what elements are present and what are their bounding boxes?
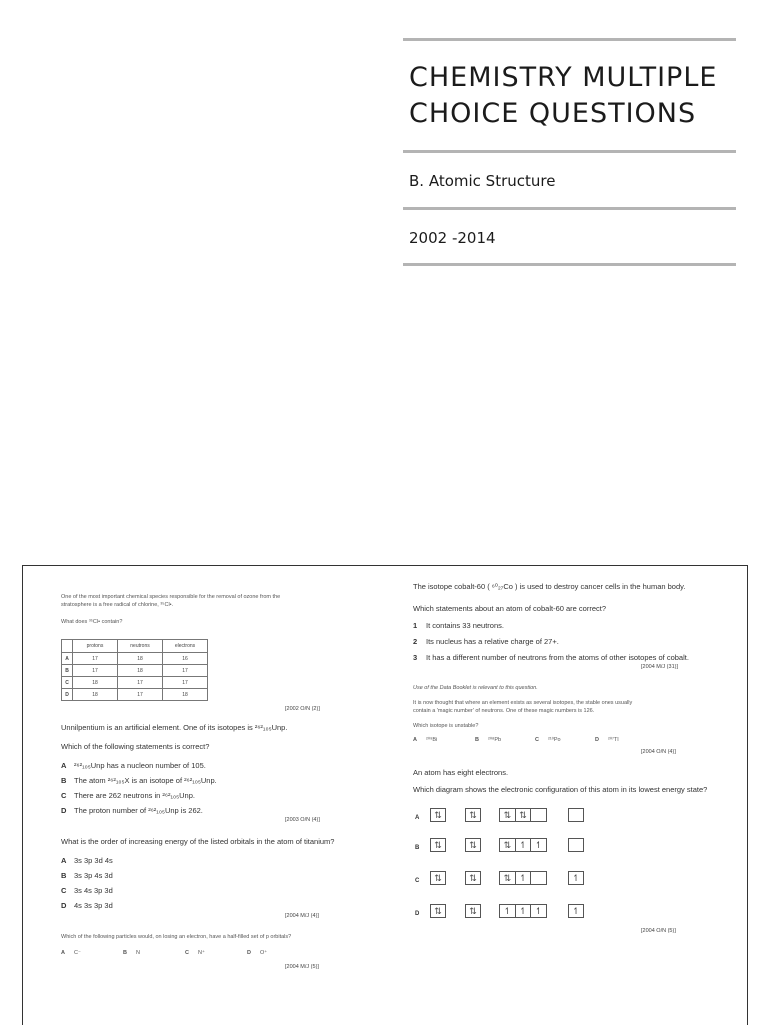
q1-reference: [2002 O/N (2)] <box>285 706 320 712</box>
option-key: B <box>61 871 67 880</box>
q4-option-d <box>247 950 267 957</box>
q3-option-d <box>61 901 113 910</box>
q4-reference: [2004 M/J (5)] <box>285 964 319 970</box>
q7-row-c-key: C <box>415 878 420 884</box>
q7-row-a-key: A <box>415 815 420 821</box>
q2-option-b <box>61 776 217 785</box>
orbital: ↿ <box>500 905 516 917</box>
option-text: C⁻ <box>74 950 81 956</box>
option-key: C <box>61 886 67 895</box>
q7-row-a-3s <box>568 808 584 822</box>
statement-key: 2 <box>413 637 418 646</box>
q1-cell: 18 <box>73 677 118 689</box>
option-text: ²⁰⁸Pb <box>488 737 502 743</box>
option-key: C <box>185 950 189 956</box>
q1-cell: 17 <box>118 677 163 689</box>
q7-stem: An atom has eight electrons. <box>413 768 509 777</box>
option-key: B <box>61 776 67 785</box>
q1-header-neutrons: neutrons <box>118 640 163 653</box>
q1-cell: 17 <box>163 665 208 677</box>
orbital: ⇅ <box>434 810 442 820</box>
option-key: B <box>123 950 127 956</box>
q7-row-d-key: D <box>415 911 420 917</box>
q1-question: What does ³⁵Cl• contain? <box>61 619 123 625</box>
option-text: 3s 4s 3p 3d <box>74 886 113 895</box>
section-rule <box>403 207 736 210</box>
option-key: C <box>535 737 539 743</box>
orbital: ↿ <box>534 840 543 850</box>
q7-row-d-3s <box>568 904 584 918</box>
q1-row-key: D <box>62 689 73 701</box>
option-text: 3s 3p 4s 3d <box>74 871 113 880</box>
q2-option-d <box>61 806 203 815</box>
q6-reference: [2004 O/N (4)] <box>641 749 676 755</box>
section-heading: B. Atomic Structure <box>409 172 556 190</box>
year-range: 2002 -2014 <box>409 229 496 247</box>
option-text: 4s 3s 3p 3d <box>74 901 113 910</box>
q7-row-b-2s <box>465 838 481 852</box>
option-text: The proton number of ²⁶²₁₀₅Unp is 262. <box>74 806 203 815</box>
bottom-rule <box>403 263 736 266</box>
orbital: ↿ <box>572 873 580 883</box>
q1-cell: 17 <box>73 665 118 677</box>
option-text: ²⁶²₁₀₅Unp has a nucleon number of 105. <box>74 761 206 770</box>
orbital: ⇅ <box>500 872 516 884</box>
q5-stem: The isotope cobalt-60 ( ⁶⁰₂₇Co ) is used to destroy cancer cells in the human body. <box>413 582 686 591</box>
q6-stem-line-1: It is now thought that where an element exists as several isotopes, the stable ones usually <box>413 700 633 706</box>
q1-table <box>61 639 208 701</box>
orbital: ⇅ <box>469 873 477 883</box>
q1-row-key: B <box>62 665 73 677</box>
option-text: The atom ²⁶²₁₀₅X is an isotope of ²⁶²₁₀₅Unp. <box>74 776 217 785</box>
cover-title-line-1: CHEMISTRY MULTIPLE <box>409 62 718 93</box>
q7-row-d-2p <box>499 904 547 918</box>
q7-row-a-2s <box>465 808 481 822</box>
option-text: ²¹⁰Po <box>548 737 561 743</box>
q7-row-b-2p <box>499 838 547 852</box>
q5-statement-1 <box>413 621 504 630</box>
q1-cell: 18 <box>73 689 118 701</box>
q7-row-a-1s <box>430 808 446 822</box>
option-key: B <box>475 737 479 743</box>
q7-row-c-3s <box>568 871 584 885</box>
q3-question: What is the order of increasing energy of the listed orbitals in the atom of titanium? <box>61 837 335 846</box>
option-key: A <box>61 761 67 770</box>
q2-reference: [2003 O/N (4)] <box>285 817 320 823</box>
orbital: ⇅ <box>434 873 442 883</box>
q5-statement-2 <box>413 637 559 646</box>
q5-question: Which statements about an atom of cobalt-60 are correct? <box>413 604 607 613</box>
q4-option-b <box>123 950 140 957</box>
statement-text: Its nucleus has a relative charge of 27+. <box>426 637 559 646</box>
q6-stem-line-2: contain a 'magic number' of neutrons. One of these magic numbers is 126. <box>413 708 595 714</box>
q1-row-d <box>62 689 208 701</box>
orbital: ⇅ <box>434 840 442 850</box>
q5-statement-3 <box>413 653 689 662</box>
orbital: ↿ <box>516 905 532 917</box>
q1-stem-line-2: stratosphere is a free radical of chlorine, ³⁵Cl•. <box>61 602 174 608</box>
orbital: ⇅ <box>469 840 477 850</box>
q7-row-c-2p <box>499 871 547 885</box>
q1-cell: 16 <box>163 653 208 665</box>
q6-question: Which isotope is unstable? <box>413 723 479 729</box>
q1-cell: 18 <box>163 689 208 701</box>
q1-row-b <box>62 665 208 677</box>
cover-title-line-2: CHOICE QUESTIONS <box>409 98 697 129</box>
q1-table-header <box>62 640 208 653</box>
q1-cell: 17 <box>73 653 118 665</box>
q1-cell: 17 <box>163 677 208 689</box>
option-text: N⁺ <box>198 950 205 956</box>
q1-row-key: C <box>62 677 73 689</box>
q1-header-protons: protons <box>73 640 118 653</box>
orbital: ⇅ <box>516 809 532 821</box>
orbital <box>531 872 546 884</box>
option-text: N <box>136 950 140 956</box>
q1-stem-line-1: One of the most important chemical species responsible for the removal of ozone from the <box>61 594 281 600</box>
orbital <box>569 839 583 851</box>
q6-option-a <box>413 737 437 744</box>
q1-cell: 18 <box>118 653 163 665</box>
q6-note: Use of the Data Booklet is relevant to this question. <box>413 685 538 691</box>
option-key: C <box>61 791 67 800</box>
q2-option-a <box>61 761 206 770</box>
question-sheet <box>22 565 748 1025</box>
statement-key: 3 <box>413 653 418 662</box>
q6-option-c <box>535 737 561 744</box>
q1-cell: 18 <box>118 665 163 677</box>
statement-text: It contains 33 neutrons. <box>426 621 504 630</box>
orbital: ↿ <box>572 906 580 916</box>
q1-row-key: A <box>62 653 73 665</box>
q3-option-b <box>61 871 113 880</box>
q5-reference: [2004 M/J (31)] <box>641 664 678 670</box>
q1-header-electrons: electrons <box>163 640 208 653</box>
q3-option-a <box>61 856 113 865</box>
cover-title <box>409 60 717 132</box>
q2-stem: Unnilpentium is an artificial element. One of its isotopes is ²⁶²₁₀₅Unp. <box>61 723 288 732</box>
q4-option-c <box>185 950 205 957</box>
orbital: ⇅ <box>500 839 516 851</box>
q7-row-b-3s <box>568 838 584 852</box>
option-key: A <box>61 950 65 956</box>
option-text: There are 262 neutrons in ²⁶²₁₀₅Unp. <box>74 791 195 800</box>
orbital: ↿ <box>534 906 543 916</box>
option-text: 3s 3p 3d 4s <box>74 856 113 865</box>
option-key: D <box>595 737 599 743</box>
q2-question: Which of the following statements is correct? <box>61 742 210 751</box>
q7-row-b-key: B <box>415 845 420 851</box>
option-text: O⁺ <box>260 950 268 956</box>
orbital: ⇅ <box>500 809 516 821</box>
q6-option-b <box>475 737 501 744</box>
q7-row-d-2s <box>465 904 481 918</box>
q7-row-c-1s <box>430 871 446 885</box>
q1-header-blank <box>62 640 73 653</box>
q1-cell: 17 <box>118 689 163 701</box>
option-text: ²⁰⁹Bi <box>426 737 438 743</box>
q7-row-c-2s <box>465 871 481 885</box>
orbital: ⇅ <box>434 906 442 916</box>
option-key: A <box>61 856 67 865</box>
q7-reference: [2004 O/N (5)] <box>641 928 676 934</box>
q7-row-a-2p <box>499 808 547 822</box>
q6-option-d <box>595 737 619 744</box>
q7-row-b-1s <box>430 838 446 852</box>
q4-option-a <box>61 950 81 957</box>
q7-row-d-1s <box>430 904 446 918</box>
option-text: ²⁰⁷Tl <box>608 737 619 743</box>
option-key: D <box>61 806 67 815</box>
orbital: ↿ <box>516 872 532 884</box>
orbital: ⇅ <box>469 906 477 916</box>
title-rule <box>403 150 736 153</box>
option-key: A <box>413 737 417 743</box>
option-key: D <box>247 950 251 956</box>
orbital <box>531 809 546 821</box>
orbital: ⇅ <box>469 810 477 820</box>
statement-key: 1 <box>413 621 418 630</box>
q4-question: Which of the following particles would, on losing an electron, have a half-filled set of p orbitals? <box>61 934 292 940</box>
q2-option-c <box>61 791 195 800</box>
q3-option-c <box>61 886 113 895</box>
q1-row-a <box>62 653 208 665</box>
option-key: D <box>61 901 67 910</box>
q7-question: Which diagram shows the electronic configuration of this atom in its lowest energy state? <box>413 785 708 794</box>
top-rule <box>403 38 736 41</box>
orbital: ↿ <box>516 839 532 851</box>
q3-reference: [2004 M/J (4)] <box>285 913 319 919</box>
orbital <box>569 809 583 821</box>
q1-row-c <box>62 677 208 689</box>
statement-text: It has a different number of neutrons from the atoms of other isotopes of cobalt. <box>426 653 689 662</box>
